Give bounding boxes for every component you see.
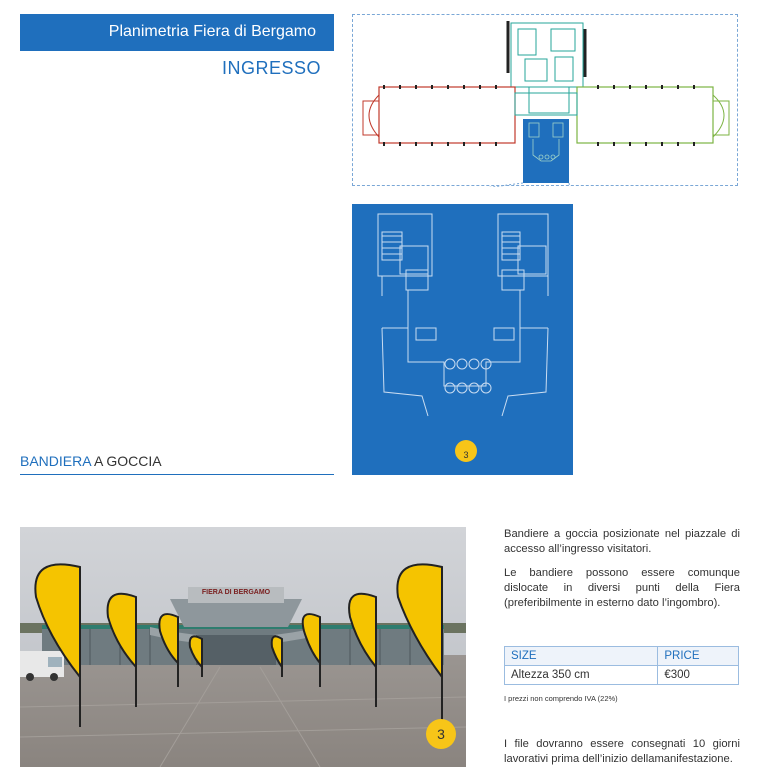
header-bar bbox=[20, 14, 334, 51]
floor-plan-overview bbox=[352, 14, 738, 186]
entrance-zoom-plan bbox=[352, 204, 573, 475]
price-cell: €300 bbox=[658, 666, 739, 685]
floor-plan-overview-drawing bbox=[353, 15, 739, 187]
price-table bbox=[504, 646, 739, 685]
flag-position-badge: 3 bbox=[455, 440, 477, 462]
size-column-header: SIZE bbox=[505, 647, 658, 666]
page-title: Planimetria Fiera di Bergamo bbox=[108, 23, 316, 40]
product-heading-part2: A GOCCIA bbox=[93, 453, 162, 469]
heading-divider bbox=[20, 474, 334, 475]
price-table-header-row bbox=[505, 647, 739, 666]
description-paragraph-1: Bandiere a goccia posizionate nel piazzale di accesso all’ingresso visitatori. bbox=[504, 528, 740, 555]
entrance-photo-illustration bbox=[20, 527, 466, 767]
vat-note: I prezzi non comprendo IVA (22%) bbox=[504, 694, 618, 703]
flag-position-badge-photo: 3 bbox=[426, 719, 456, 749]
size-cell: Altezza 350 cm bbox=[505, 666, 658, 685]
product-heading-part1: BANDIERA bbox=[20, 453, 91, 469]
delivery-note: I file dovranno essere consegnati 10 giorni lavorativi prima dell’inizio dellamanifestazione. bbox=[504, 738, 740, 765]
price-column-header: PRICE bbox=[658, 647, 739, 666]
entrance-photo bbox=[20, 527, 466, 767]
section-title: INGRESSO bbox=[222, 58, 322, 78]
product-heading bbox=[20, 453, 162, 469]
table-row bbox=[505, 666, 739, 685]
entrance-plan-drawing bbox=[352, 204, 573, 475]
building-sign: FIERA DI BERGAMO bbox=[201, 589, 271, 596]
description-paragraph-2: Le bandiere possono essere comunque dislocate in diversi punti della Fiera (preferibilmente in esterno dato l’ingombro). bbox=[504, 567, 740, 609]
